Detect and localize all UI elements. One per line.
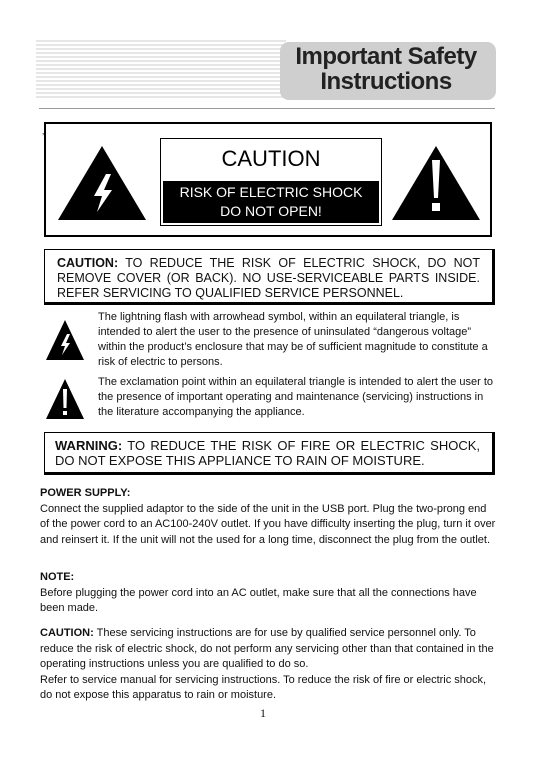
caution-sign — [160, 138, 382, 226]
header-stripes — [36, 40, 286, 98]
note-section — [40, 570, 498, 617]
page-title-line2: Instructions — [320, 68, 452, 95]
caution-sign-heading: CAUTION — [221, 146, 321, 171]
lightning-triangle-icon — [44, 318, 86, 367]
power-supply-text: Connect the supplied adaptor to the side of the unit in the USB port. Plug the two-prong end of the power cord to an AC100-240V outlet. If you have difficulty inserting the plug, turn it over and reinsert it. If the unit will not the used for a long time, disconnect the plug from the outlet. — [40, 502, 496, 546]
caution-notice-text: TO REDUCE THE RISK OF ELECTRIC SHOCK, DO NOT REMOVE COVER (OR BACK). NO USE-SERVICEABLE PARTS INSIDE. REFER SERVICING TO QUALIFIED SERVICE PERSONNEL. — [57, 256, 480, 300]
exclamation-triangle-icon — [44, 377, 86, 426]
page-title — [280, 44, 492, 94]
symbol-explanation-text: The exclamation point within an equilateral triangle is intended to alert the user to the presence of important operating and maintenance (servicing) instructions in the literature accompanying the appliance. — [98, 376, 494, 418]
warning-notice-lead: WARNING: — [55, 438, 123, 453]
caution-service-lead: CAUTION: — [40, 627, 94, 639]
warning-notice-text: TO REDUCE THE RISK OF FIRE OR ELECTRIC SHOCK, DO NOT EXPOSE THIS APPLIANCE TO RAIN OF MOISTURE. — [55, 438, 480, 468]
caution-notice-lead: CAUTION: — [57, 256, 119, 270]
stray-mark: ’ — [42, 132, 45, 143]
header-divider — [39, 108, 495, 109]
page-number: 1 — [260, 706, 266, 720]
caution-graphic-panel — [44, 122, 492, 237]
warning-notice-box — [44, 432, 495, 475]
caution-notice-box — [44, 249, 495, 305]
exclamation-triangle-icon — [390, 144, 482, 222]
symbol-explanation-text: The lightning flash with arrowhead symbol, within an equilateral triangle, is intended to alert the user to the presence of uninsulated “dangerous voltage” within the product’s enclosure that may be of sufficient magnitude to constitute a risk of electric to persons. — [98, 311, 488, 368]
caution-sign-line1: RISK OF ELECTRIC SHOCK — [179, 184, 363, 200]
caution-service-text: These servicing instructions are for use by qualified service personnel only. To reduce the risk of electric shock, do not perform any servicing other than that contained in the operating instructions unless you are qualified to do so. — [40, 627, 494, 670]
caution-service-paragraph — [40, 626, 498, 673]
caution-service-text2: Refer to service manual for servicing instructions. To reduce the risk of fire or electric shock, do not expose this apparatus to rain or moisture. — [40, 673, 487, 701]
page-title-line1: Important Safety — [295, 43, 477, 70]
note-heading: NOTE: — [40, 571, 75, 583]
caution-sign-line2: DO NOT OPEN! — [220, 203, 322, 219]
caution-service-section — [40, 626, 498, 704]
lightning-triangle-icon — [56, 144, 148, 222]
caution-sign-warning — [163, 181, 379, 223]
note-text: Before plugging the power cord into an AC outlet, make sure that all the connections have been made. — [40, 586, 477, 614]
power-supply-heading: POWER SUPPLY: — [40, 487, 131, 499]
power-supply-section — [40, 486, 498, 548]
